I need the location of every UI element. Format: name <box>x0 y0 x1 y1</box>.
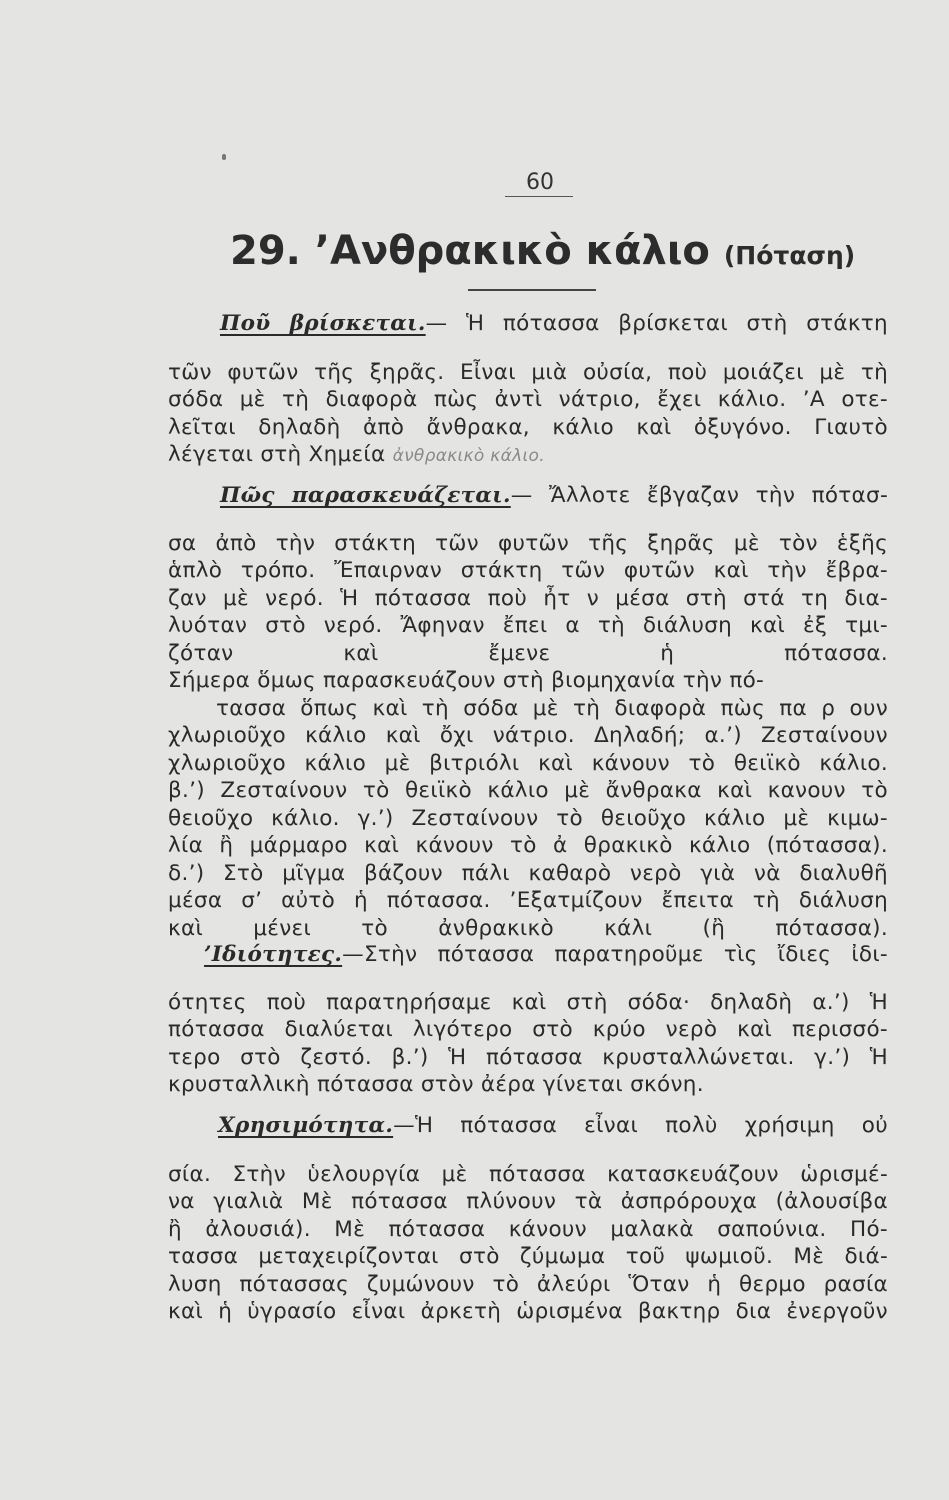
paragraph-line: δ.’) Στὸ μῖγμα βάζουν πάλι καθαρὸ νερὸ γιὰ νὰ διαλυθῆ <box>168 860 888 886</box>
paragraph-line: ότητες ποὺ παρατηρήσαμε καὶ στὴ σόδα· δηλαδὴ α.’) Ἡ <box>168 989 888 1015</box>
paragraph-line: Σήμερα ὅμως παρασκευάζουν στὴ βιομηχανία τὴν πό- <box>168 668 765 693</box>
section-heading: Πῶς παρασκευάζεται. <box>220 483 511 508</box>
paragraph-line: τασσα μεταχειρίζονται στὸ ζύμωμα τοῦ ψωμιοῦ. Μὲ διά- <box>168 1244 888 1269</box>
paragraph-line <box>168 441 888 469</box>
page-number-rule <box>505 196 573 197</box>
paragraph-line: τῶν φυτῶν τῆς ξηρᾶς. Εἶναι μιὰ οὐσία, ποὺ μοιάζει μὲ τὴ <box>168 359 888 385</box>
paragraph-line: τερο στὸ ζεστό. β.’) Ἡ πότασσα κρυσταλλώνεται. γ.’) Ἡ <box>168 1044 888 1070</box>
section-usefulness <box>168 1112 888 1326</box>
paragraph-line: λεῖται δηλαδὴ ἀπὸ ἄνθρακα, κάλιο καὶ ὀξυγόνο. Γιαυτὸ <box>168 414 888 440</box>
paragraph-line: ἢ ἀλουσιά). Μὲ πότασσα κάνουν μαλακὰ σαπούνια. Πό- <box>168 1216 888 1242</box>
paragraph-line: πότασσα διαλύεται λιγότερο στὸ κρύο νερὸ καὶ περισσό- <box>168 1017 888 1042</box>
chapter-title-text: ’Ανθρακικὸ κάλιο <box>314 228 710 274</box>
paragraph-line <box>168 1112 888 1140</box>
section-where-found <box>168 310 888 469</box>
paragraph-line: ζαν μὲ νερό. Ἡ πότασσα ποὺ ἦτ ν μέσα στὴ στά τη δια- <box>168 585 888 611</box>
paragraph-line: λυση πότασσας ζυμώνουν τὸ ἀλεύρι Ὅταν ἡ θερμο ρασία <box>168 1271 888 1297</box>
paragraph-line: χλωριοῦχο κάλιο μὲ βιτριόλι καὶ κάνουν τὸ θειϊκὸ κάλιο. <box>168 750 888 776</box>
paragraph-line: μέσα σ’ αὐτὸ ἡ πότασσα. ’Εξατμίζουν ἔπειτα τὴ διάλυση <box>168 888 888 913</box>
section-properties <box>168 941 888 1099</box>
paragraph-line: θειοῦχο κάλιο. γ.’) Ζεσταίνουν τὸ θειοῦχο κάλιο μὲ κιμω- <box>168 805 888 831</box>
chapter-subtitle: (Πόταση) <box>723 241 856 270</box>
section-heading: ’Ιδιότητες. <box>204 942 343 967</box>
paragraph-line: β.’) Ζεσταίνουν τὸ θειϊκὸ κάλιο μὲ ἄνθρακα καὶ κανουν τὸ <box>168 778 888 803</box>
paragraph-line <box>168 310 888 338</box>
paragraph-line: σία. Στὴν ὑελουργία μὲ πότασσα κατασκευάζουν ὡρισμέ- <box>168 1161 888 1187</box>
section-heading: Χρησιμότητα. <box>218 1113 394 1138</box>
paragraph-line: χλωριοῦχο κάλιο καὶ ὄχι νάτριο. Δηλαδή; α.’) Ζεσταίνουν <box>168 723 888 748</box>
chapter-number: 29. <box>230 228 301 274</box>
ink-speck <box>222 154 226 160</box>
paragraph-line: τασσα ὅπως καὶ τὴ σόδα μὲ τὴ διαφορὰ πὼς πα ρ ουν <box>216 695 888 721</box>
section-preparation <box>168 482 888 970</box>
paragraph-line: κρυσταλλικὴ πότασσα στὸν ἀέρα γίνεται σκόνη. <box>168 1072 704 1097</box>
paragraph-line: λία ἢ μάρμαρο καὶ κάνουν τὸ ἀ θρακικὸ κάλιο (πότασσα). <box>168 833 888 858</box>
paragraph-line: ἁπλὸ τρόπο. Ἔπαιρναν στάκτη τῶν φυτῶν καὶ τὴν ἔβρα- <box>168 558 888 583</box>
section-lead-text: —Ἡ πότασσα εἶναι πολὺ χρήσιμη οὐ <box>393 1113 888 1138</box>
paragraph-line: να γιαλιὰ Μὲ πότασσα πλύνουν τὰ ἀσπρόρουχα (ἀλουσίβα <box>168 1189 888 1214</box>
paragraph-line: ζόταν καὶ ἔμενε ἡ πότασσα. <box>168 640 888 666</box>
section-lead-text: — Ἡ πότασσα βρίσκεται στὴ στάκτη <box>425 311 888 336</box>
paragraph-line: σόδα μὲ τὴ διαφορὰ πὼς ἀντὶ νάτριο, ἔχει κάλιο. ’Α οτε- <box>168 387 888 412</box>
paragraph-line: καὶ μένει τὸ ἀνθρακικὸ κάλι (ἢ πότασσα). <box>168 915 888 941</box>
faded-text: ἀνθρακικὸ κάλιο. <box>392 446 545 466</box>
paragraph-line <box>168 482 888 510</box>
paragraph-line: καὶ ἡ ὑγρασίο εἶναι ἀρκετὴ ὡρισμένα βακτηρ δια ἐνεργοῦν <box>168 1299 888 1324</box>
section-lead-text: —Στὴν πότασσα παρατηροῦμε τὶς ἴδιες ἰδι- <box>342 942 888 967</box>
chapter-title <box>230 228 856 274</box>
title-rule <box>468 289 596 291</box>
paragraph-line <box>168 941 888 969</box>
paragraph-line: λυόταν στὸ νερό. Ἄφηναν ἔπει α τὴ διάλυση καὶ ἐξ τμι- <box>168 613 888 638</box>
section-lead-text: — Ἄλλοτε ἔβγαζαν τὴν πότασ- <box>510 483 889 508</box>
page-number: 60 <box>526 170 554 195</box>
section-heading: Ποῦ βρίσκεται. <box>220 311 426 336</box>
paragraph-text: λέγεται στὴ Χημεία <box>168 442 386 467</box>
paragraph-line: σα ἀπὸ τὴν στάκτη τῶν φυτῶν τῆς ξηρᾶς μὲ τὸν ἑξῆς <box>168 530 888 556</box>
